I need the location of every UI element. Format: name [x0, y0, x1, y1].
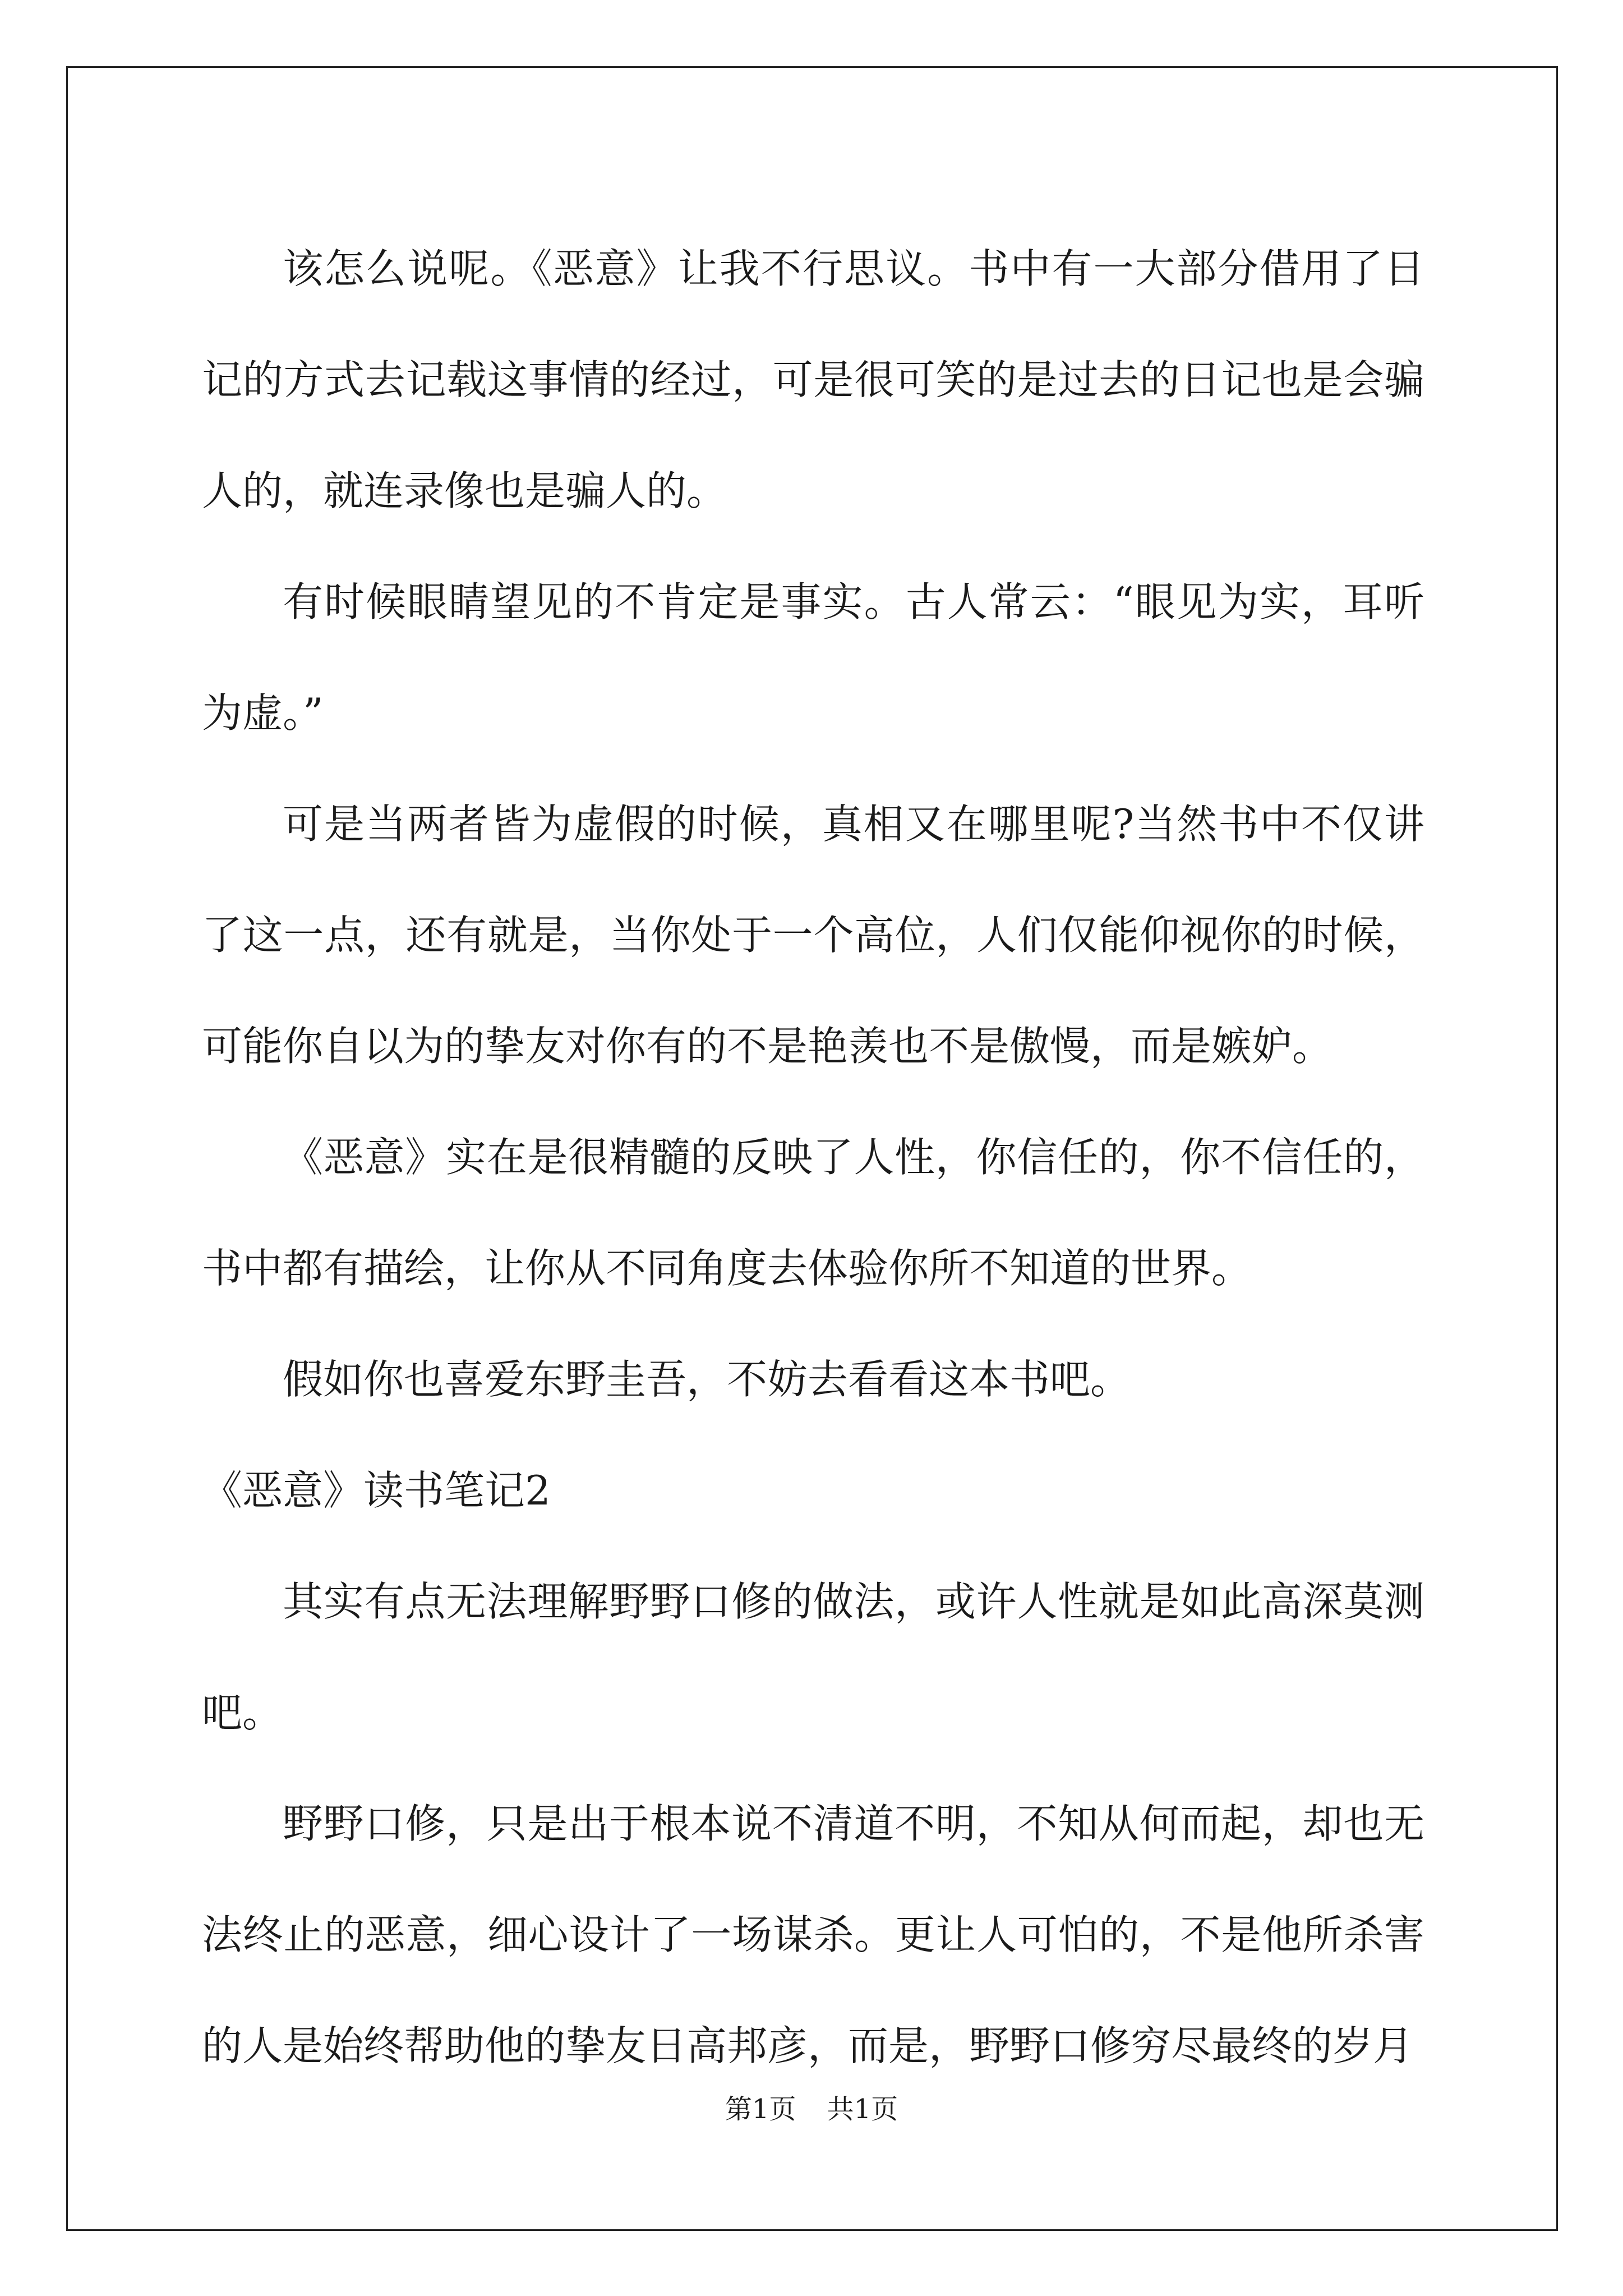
paragraph: 野野口修，只是出于根本说不清道不明，不知从何而起，却也无法终止的恶意，细心设计了一场谋杀。更让人可怕的，不是他所杀害的人是始终帮助他的挚友日高邦彦，而是，野野口修穷尽最终的岁月 — [202, 1800, 1424, 2069]
paragraph: 有时候眼睛望见的不肯定是事实。古人常云：“眼见为实，耳听为虚。” — [202, 578, 1424, 737]
document-body — [202, 213, 1424, 2101]
page-footer — [0, 2092, 1623, 2126]
paragraph: 假如你也喜爱东野圭吾，不妨去看看这本书吧。 — [283, 1356, 1131, 1403]
paragraph: 可是当两者皆为虚假的时候，真相又在哪里呢?当然书中不仅讲了这一点，还有就是，当你处于一个高位，人们仅能仰视你的时候，可能你自以为的挚友对你有的不是艳羡也不是傲慢，而是嫉妒。 — [202, 800, 1424, 1070]
paragraph: 该怎么说呢。《恶意》让我不行思议。书中有一大部分借用了日记的方式去记载这事情的经过，可是很可笑的是过去的日记也是会骗人的，就连录像也是骗人的。 — [202, 245, 1424, 514]
page-total: 共1页 — [827, 2093, 898, 2125]
section-heading: 《恶意》读书笔记2 — [202, 1467, 551, 1514]
paragraph: 《恶意》实在是很精髓的反映了人性，你信任的，你不信任的，书中都有描绘，让你从不同角度去体验你所不知道的世界。 — [202, 1134, 1424, 1292]
page-number: 第1页 — [725, 2093, 796, 2125]
paragraph: 其实有点无法理解野野口修的做法，或许人性就是如此高深莫测吧。 — [202, 1578, 1424, 1736]
